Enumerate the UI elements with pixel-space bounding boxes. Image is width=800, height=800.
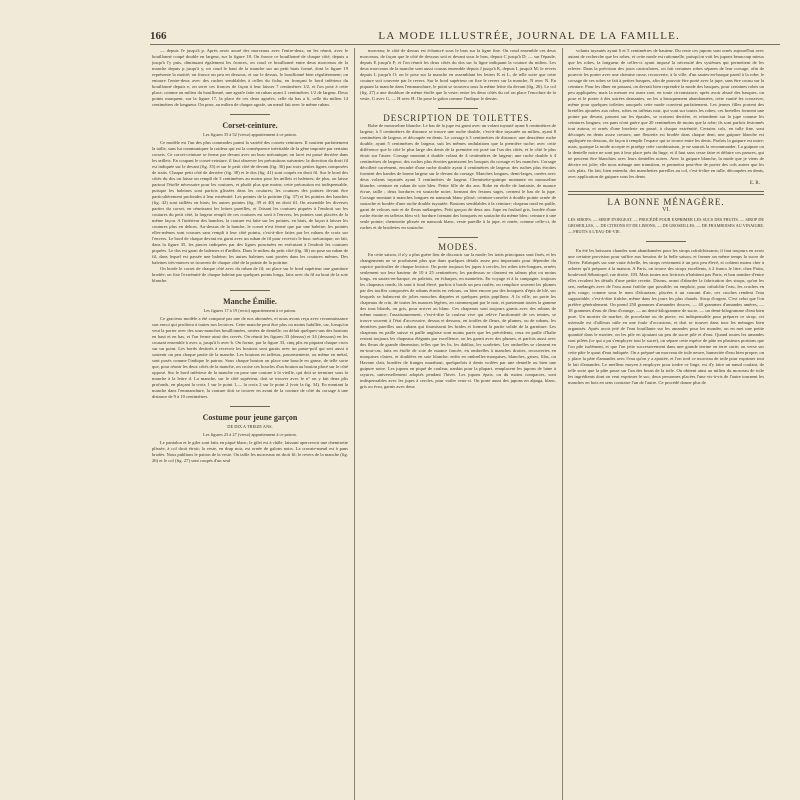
- section-rule: [646, 241, 686, 242]
- paragraph: — depuis l'e jusqu'à p. Après avoir aouré des morceaux avec l'entre-deux, on les réunit, avec le bouillonné coupé double en largeur, sur la figure 18. On fronce ce bouillonné de chaque côté, depuis a jusqu'à l'y puis, diminuant également les fronces, on coud ce bouillonné entre deux morceaux de la manche depuis p jusqu'à y, on coud le haut de la manche sur un petit biais formé, dont la figure 19 représente la moitié; on fronce un peu en dessous, et sur le dessus, le bouillonné bien régulièrement; on entoure l'entre-deux avec des ruches semblables à celles du fichu, en fronçant le bord inférieur du bouillonné depuis e, on serre ces fronces de façon à leur laisser 7 centimètres 1/2, et l'on pose à cette place, comme au milieu du bouillonné, une agrafe faite en ruban ayant 2 centimètres 1/2 de largeur. Deux points marquent, sur la figure 17, la place de ces deux agrafes; celle du bas a 6, celle du milieu 14 centimètres de longueur. On pose, au milieu de chaque agrafe, un nœud fait avec le même ruban.: [152, 48, 348, 107]
- column-left: [152, 48, 348, 800]
- paragraph: Le pantalon et le gilet sont faits en piqué blanc; le gilet est à châle, laissant apercevoir une chemisette plissée, à col droit étroit; la veste, en drap noir, est ornée de galons noirs. La cravate-nœud est à pans brodés. Nous publions le patron de la veste. On taille les morceaux en droit fil; le revers de la manche (fig. 26) et le col (fig. 27) sont coupés d'un seul: [152, 440, 348, 463]
- section-title-corset: Corset-ceinture.: [222, 121, 278, 130]
- chapter-number: VI.: [662, 207, 670, 213]
- section-rule: [568, 191, 764, 195]
- author-signature: E. R.: [749, 181, 760, 186]
- paragraph: Ce gracieux modèle a été composé par une de nos abonnées, et nous avons reçu avec reconnaissance son envoi qui profitera à toutes nos lectrices. Cette manche peut être plus ou moins habillée, car, lorsqu'on veut la porter avec des sous-manches bouillonnées, ornées de dentelle, on défait quelques-uns des boutons en haut et en bas, et l'on ferme ainsi des crevés. On réunit les figures 33 (dessus) et 34 (dessous) en les cousant ensemble à avec a, jusqu'à b avec b. On forme, par la figure 33, cinq plis en piquant chaque croix sur un point. Les bords destinés à recevoir les boutons sont garnis avec un passe-poil qui sert aussi à soutenir un peu chaque partie de la manche. Les boutons en taffetas, passementerie, ou même en métal, sont posés comme l'indique le patron. Sous chaque bouton on place une boucle en ganse, de telle sorte que, pour réunir les deux côtés de la manche, on croise ces boucles d'un bouton au bouton placé sur le côté opposé. Sur le bord inférieur de la manche on pose une couture à la vieille, qui doit se terminer sous la manche à la lettre d. La manche, sur le côté supérieur, doit se trouver avec le n° on y fait deux plis profonds, en plaçant la croix 1 sur le point 1,— la croix 2 sur le point 2 (voir la fig. 34). En montant la manche dans l'emmanchure, la couture doit se trouver en avant de la couture de côté du corsage à une distance de 9 à 10 centimètres.: [152, 316, 348, 399]
- running-title: LA MODE ILLUSTRÉE, JOURNAL DE LA FAMILLE.: [378, 30, 680, 42]
- section-subtitle: Les figures 17 à 19 (recto) appartiennent à ce patron.: [203, 308, 297, 313]
- column-divider: [354, 48, 355, 800]
- paragraph: volants tuyautés ayant 6 et 5 centimètres de hauteur. Du reste ces jupons sont ornés aujourd'hui avec autant de recherche que les robes, et cette mode est rationnelle, puisqu'on voit les jupons beaucoup mieux que les robes, la longueur de celles-ci ayant imposé la nécessité des systèmes qui permettent de les relever. Dans la prévision des jours caniculaires, on fait certaines robes sépares de leur corsage, afin de pouvoir les porter avec une chemise russe, recouverte, à la ville, d'un sautes-en-barque pareil à la robe; le corsage de ces robes se fait à petites basques, afin de pouvoir être porté avec la jupe, sans être cousu sur la ceinture. Pour les dîner en passant, on devrait bien reprendre la mode des basques, pour certaines robes un peu appliquées; mais la mesure est assez rare, en toute circonstance; après avoir abusé des basques, on pose et le porter à des soirées dansantes, on les a brusquement abandonnées, cette vanité les conserver, même pour quelques toilettes auxquels cette mode convient parfaitement. Les jeunes filles portent des bretelles ajourées aux robes, robes en taffetas noir, qui vont sur toutes les robes; ces bretelles forment une pointe par devant, passent sur les épaules, se croisent derrière, et retombent sur la jupe comme les ceintures longues; ces pans n'ont guère que 20 centimètres de moins que la robe; ils sont parfois festonnés tout autour, et ornés d'une broderie en passé, à chaque extrémité. Certains cols, en tulle fine, sont découpés en dents assez creuses; une fleurette est brodée dans chaque dent; une guipure blanche est appliquée en dessous, de façon à remplir l'espace qui se trouve entre les dents. Parfois la guipure est noire; mais, quoique la mode accepte et protège cette combinaison, je ne saurais la recommander. La guipure ou la dentelle noire ne sont pas à leur place près du linge, et il faut sans cesse faire et défaire ces parures, qui ne peuvent être blanchies avec leurs dentelles noires. Avec la guipure blanche, la mode que je viens de décrire est jolie; elle nous ménage une transition, et permettra peut-être de porter des cols autres que les cols plats. On fait, bien entendu, des manchettes pareilles au col, c'est-à-dire en tulle, découpées en dents, avec application de guipure sous les dents.: [568, 48, 764, 179]
- section-subtitle: Les figures 35 à 52 (verso) appartiennent à ce patron.: [203, 132, 297, 137]
- paragraph: morceau; le côté de dessus est échancré sous le bras sur la ligne fine. On coud ensemble ces deux morceaux, de façon que le côté de dessous soit et devant sous le bras, depuis C jusqu'à D; — sur l'épaule, depuis E jusqu'à F; et l'on réunit les deux côtés du dos sur la ligne indiquant la couture du milieu. Les deux morceaux de la manche sont aussi cousus ensemble depuis J jusqu'à K, depuis L jusqu'à M; le revers depuis L jusqu'à O; on le pose sur la manche en assemblant les lettres K et L, de telle sorte que cette couture soit couverte par le revers. Sur le bord supérieur on fixe le revers sur la manche, N avec N. En piquant la manche dans l'emmanchure, le point se trouvera sous la même lettre du devant (fig. 26). Le col (fig. 27) a une doublure de même étoffe que la veste; entre les deux côtés du col on place l'encolure de la veste, G avec G, — H avec H. On pose le galon comme l'indique le dessin.: [360, 48, 556, 101]
- section-title-costume: Costume pour jeune garçon: [202, 413, 298, 422]
- column-right: [568, 48, 764, 800]
- section-rule: [438, 237, 478, 238]
- section-rule: [230, 406, 270, 407]
- column-divider: [562, 48, 563, 800]
- paragraph: Robe de mousseline blanche. Le bas de la jupe est garni avec un volant tuyauté ayant 6 centimètres de largeur; à 5 centimètres de distance se trouve une ruche double, c'est-à-dire tuyautée au milieu, ayant 8 centimètres de largeur, et découpée en dents. Le corsage à 3 centimètres de distance; une deuxième ruche double, ayant 5 centimètres de largeur, suit les mêmes ondulations que la première ruche; avec cette différence que le côté le plus large des dents de la première est posé sur l'un des côtés, et le côté le plus étroit sur l'autre. Corsage montant à double volant de 4 centimètres de largeur; une ruche double à 4 centimètres de largeur; des ruches plus étroites garnissent les basques du corsage et les manches. Corsage décolleté carrément, encadré d'une ruche double ayant 4 centimètres de largeur; des ruches plus étroites forment des bandes de bonne largeur sur le devant du corsage. Manches longues, demi-larges, ornées avec deux volants tuyautés ayant 3 centimètres de largeur. Chemisette-guimpe montante en mousseline blanche; ceinture en ruban de soie bleu. Petite fille de dix ans. Robe en étoffe de fantaisie, de nuance écrue, taille ; deux bordures en soutache noire, formant des festons sages, cernent le bas de la jupe. Corsage montant à manches longues en nansouk blanc plissé; ceinture-corselet à double pointe ornée de soutache et bordée d'une ruche double tuyautée. Boutons semblables à la ceinture; chapeau rond en paille, garni de velours noir et de fleurs mélangées. Petit garçon de deux ans. Jupe en foulard gris, bordée d'une ruche étroite en taffetas bleu vif; bordure formant des bouquets en soutache du même bleu; ceinture à une seule pointe; chemisette plissée en nansouk blanc, veste pareille à la jupe, et ornée, comme celle-ci, de ruches et de broderies en soutache.: [360, 123, 556, 230]
- paragraph: Ce modèle est l'un des plus commodes parmi la variété des corsets-ceintures. Il soutient parfaitement la taille, sans lui communiquer la roideur qui est la conséquence inévitable de la gêne imposée par certains corsets. Ce corset-ceinture se ferme par devant avec un busc mécanique; on lacet est passé derrière dans les œillets. En coupant le corset-ceinture, il faut observer les précautions suivantes: la direction du droit fil est indiquée sur le devant (fig. 35) et sur le petit côté de devant (fig. 36) par trois petites lignes composées de traits. Chaque petit côté de derrière (fig. 38) et le dos (fig. 41) sont coupés en droit fil. Sur le bord des côtés du dos on laisse un rempli de 3 centimètres au moins pour les œillets et baleines; de plus, on laisse partout l'étoffe nécessaire pour les coutures, et plutôt plus que moins; cette précaution est indispensable, puisque les baleines sont parfois glissées dans les coutures; les coutures des pointes devant être particulièrement profondes à leur extrémité. Les pointes de la poitrine (fig. 37) et les pointes des hanches (fig. 42) sont taillées en biais; les autres pointes (fig. 39 et 40) en droit fil. On assemble les diverses parties du corset, en réunissant les lettres pareilles, et l'aisant les coutures piquées à l'endroit sur les coutures du petit côté, la largeur rempli de ces coutures est sorti à l'envers; les pointes sont placées de la même façon. A l'intérieur des hanches, la couture est faite sur les pointes, en biais, de façon à laisser les coutures plus en dehors. Au-dessus de la hanche, le corset n'est fermé que par une baleine; les pointes elles-mêmes sont cousues sans rempli à leur côté pointu, c'est-à-dire faites par les rubans de croix sur l'envers. Le bord de chaque devant est garni avec un ruban de fil pour recevoir le busc mécanique; on fait, dans la figure 35, les pinces indiquées par des lignes ponctuées en exécutant à l'endroit les coutures piquées. Le dos est garni de baleines et d'œillets. Dans le milieu du petit côté (fig. 36) on pose un ruban de fil, dans lequel est passée une baleine; les autres baleines sont posées dans les coutures mêmes. Des baleines très-minces se trouvent de chaque côté de la pointe de la poitrine.: [152, 140, 348, 265]
- section-title-menagere: LA BONNE MÉNAGÈRE.: [607, 197, 725, 207]
- paragraph: On borde le corset de chaque côté avec du ruban de fil; on place sur le bord supérieur une garniture brodée; on fixe l'extrémité de chaque baleine par quelques points longs, faits avec du fil au bout de la soie blanche.: [152, 266, 348, 283]
- section-title-manche: Manche Émilie.: [223, 297, 277, 306]
- section-title-modes: MODES.: [438, 242, 478, 252]
- page-header: [150, 26, 780, 42]
- page-number: 166: [150, 30, 167, 42]
- section-rule: [230, 290, 270, 291]
- paragraph: En été les boissons chaudes sont abandonnées pour les sirops rafraîchissants; il faut toujours en avoir une certaine provision pour suffire aux besoins de la belle saison, et former un même temps la sucre de l'hiver. Fabriqués sur une vaste échelle, les sirops reviennent à un prix peu élevé, et coûtent moins cher à acheter qu'à préparer à la maison. A Paris, on trouve des sirops excellents, à 2 francs le litre, chez Potin, boulevard Sébastopol, rue droite, 103. Mais toutes nos lectrices n'habitent pas Paris, et bon nombre d'entre elles reculent les détails d'une petite recette. Disons, avant d'aborder la fabrication des sirops, qu'on les sert, mélangés avec de l'eau aussi fraîche que possible; on emploie, pour rafraîchir l'eau, les cruches en grès rouge, comme sous le nom d'alcarazas; placées à un courant d'air, ces cruches rendent l'eau supportable, c'est-à-dire fraîche, même dans les jours les plus chauds. Sirop d'orgeat. C'est celui que l'on préfère généralement. On prend 250 grammes d'amandes douces, — 40 grammes d'amandes amères, — 18 grammes d'eau de fleur d'orange, — un demi-kilogramme de sucre, — un demi-kilogramme d'eau bien pure. Un mortier de marbre, de porcelaine ou de pierre, est indispensable pour préparer ce sirop; cet ustensile est d'ailleurs utile en une foule d'occasions, et doit se trouver dans tous les ménages bien organisés. Après avoir jeté de l'eau bouillante sur les amandes pour les monder, on en met une petite quantité dans le mortier, on les pile en ajoutant un peu de sucre pilé et d'eau. Quand toutes les amandes sont pilées (ce qui a pu s'employer tout le sucre), on sépare cette espèce de pâte en plusieurs portions que l'on pile isolément, et que l'on jette successivement dans une grande terrine en terre cuite; on verse sur cette pâte le quart d'eau indiquée. On a préparé un morceau de toile neuve, humectée d'eau bien propre; on y place la pâte d'amandes avec l'eau qu'on y a ajoutée, et l'on tord ce morceau de toile pour exprimer tout le lait d'amandes. Le meilleur moyen à employer pour tordre ce linge, est d'y faire un nœud coulant, de telle sorte que la pâte passe sur l'un des bouts de la toile. On obtient ainsi au milieu du morceau de toile les ingrédients dont on veut exprimer le suc, deux personnes placées l'une vis-à-vis de l'autre tournent les manches en bois en sens contraire l'un de l'autre. Ce procédé donne plus de: [568, 248, 764, 386]
- section-subtitle: Les figures 23 à 27 (verso) appartiennent à ce patron.: [203, 432, 297, 437]
- column-middle: [360, 48, 556, 800]
- header-rule: [150, 44, 780, 45]
- section-subtitle: DE DIX A TREIZE ANS.: [227, 424, 273, 429]
- chapter-summary: LES SIROPS. — SIROP D'ORGEAT. — PROCÉDÉ POUR EXPRIMER LES SUCS DES FRUITS. — SIROP DE GROSEILLES, — DE CITRONS ET DE LIMONS, — DE GROSEILLES, — DE FRAMBOISES AU VINAIGRE. — FRUITS A L'EAU-DE-VIE.: [568, 217, 764, 235]
- paragraph: En cette saison, il n'y a plus guère lieu de discourir sur la mode; les traits principaux sont fixés, et les changements ne se produisent plus que dans quelques détails assez peu importants pour dépendre du caprice particulier de chaque lectrice. On porte toujours les jupes à cercles, les robes très-longues, ornées seulement sur leur hauteur de 10 à 25 centimètres; les pardessus se classent en talmas plus ou moins longs, en sautes-en-barque, en paletots, en écharpes, en mantelets. En voyage et à la campagne, toujours les chapeaux ronds; ils sont à fond élevé, parfois à bords un peu roulés; on remplace souvent les plumes par des touffes composées de rubans étroits en velours, ou bien encore par des bouquets d'épis de blé, sur lesquels se balancent de jolies mouches diaprées et quelques petits papillons. A la ville, on porte les chapeaux de crin, de toutes les nuances légères, en commençant par le noir, et parsemant toutes la gamme des tons blonds, on gris, pour arriver au blanc. Ces chapeaux sont toujours garnis avec des rubans de même nuance; l'assaisonnement, c'est-à-dire la couleur vive qui relève l'uniformité de ces teintes, se trouve souvent à l'état d'accessoire, dessus et dessous, en touffes de fleurs, de plumes, ou de rubans, les dernières pareilles aux rubans qui fournissent les brides et forment la partie solide de la garniture. Les chapeaux en paille suisse et paille anglaise sont moins parés que les précédents; ceux en paille d'Italie restent toujours les chapeaux élégants par excellence; on les garnit avec des plumes, et parfois aussi avec des fleurs de grande dimension, telles que les lis, les dahlias, les scarlettes. Les ombrelles se classent en en-tout-cas, faits en étoffe de soie de nuance foncée, en ombrelles à manches droites, recouvertes en marquises claires, et doublées en soie blanche; enfin en ombrelles-marquises, blanches, grises, lilas, ou Havane clair, bordées de franges marabout, quelquefois à dents voilées par une dentelle ou bien une guipure noire. Les jupons en piqué de couleur, nankin pour la plupart, remplacent les jupons de laine à rayures, universellement adoptés pendant l'hiver. Les jupons épais, ou du moins compactes, sont indispensables avec les jupes à cercles, pour voiler ceux-ci. On porte aussi des jupons en alpaga, blanc, gris ou écru, garnis avec deux: [360, 252, 556, 389]
- section-rule: [438, 108, 478, 109]
- section-title-toilettes: DESCRIPTION DE TOILETTES.: [383, 113, 533, 123]
- section-rule: [230, 114, 270, 115]
